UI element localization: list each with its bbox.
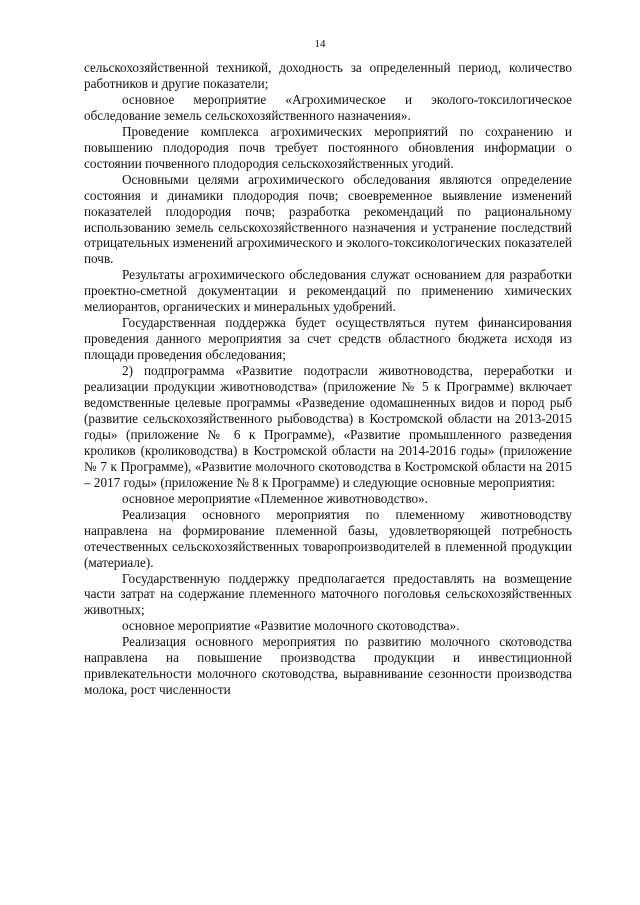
paragraph: Проведение комплекса агрохимических мероприятий по сохранению и повышению плодородия почв требует постоянного обновления информации о состоянии почвенного плодородия сельскохозяйственных угодий. [84, 123, 572, 171]
paragraph: Результаты агрохимического обследования служат основанием для разработки проектно-сметной документации и рекомендаций по применению химических мелиорантов, органических и минеральных удобрений. [84, 267, 572, 315]
paragraph: Реализация основного мероприятия по племенному животноводству направлена на формирование племенной базы, удовлетворяющей потребность отечественных сельскохозяйственных товаропроизводителей в племенной продукции (материале). [84, 506, 572, 570]
paragraph: основное мероприятие «Агрохимическое и эколого-токсилогическое обследование земель сельскохозяйственного назначения». [84, 91, 572, 123]
paragraph: Государственную поддержку предполагается предоставлять на возмещение части затрат на содержание племенного маточного поголовья сельскохозяйственных животных; [84, 570, 572, 618]
paragraph: основное мероприятие «Развитие молочного скотоводства». [122, 618, 460, 634]
paragraph: Государственная поддержка будет осуществляться путем финансирования проведения данного мероприятия за счет средств областного бюджета исходя из площади проведения обследования; [84, 315, 572, 363]
paragraph: 2) подпрограмма «Развитие подотрасли животноводства, переработки и реализации продукции животноводства» (приложение № 5 к Программе) включает ведомственные целевые программы «Разведение одомашненных видов и пород рыб (развитие сельскохозяйственного рыбоводства) в Костромской области на 2013-2015 годы» (приложение № 6 к Программе), «Развитие промышленного разведения кроликов (кролиководства) в Костромской области на 2014-2016 годы» (приложение № 7 к Программе), «Развитие молочного скотоводства в Костромской области на 2015 – 2017 годы» (приложение № 8 к Программе) и следующие основные мероприятия: [84, 363, 572, 490]
paragraph: Основными целями агрохимического обследования являются определение состояния и динамики плодородия почв; своевременное выявление изменений показателей плодородия почв; разработка рекомендаций по рациональному использованию земель сельскохозяйственного назначения и устранение последствий отрицательных изменений агрохимического и эколого-токсикологических показателей почв. [84, 171, 572, 267]
paragraph: основное мероприятие «Племенное животноводство». [122, 490, 428, 506]
paragraph: сельскохозяйственной техникой, доходность за определенный период, количество работников и другие показатели; [84, 60, 572, 91]
paragraph: Реализация основного мероприятия по развитию молочного скотоводства направлена на повышение производства продукции и инвестиционной привлекательности молочного скотоводства, выравнивание сезонности производства молока, рост численности [84, 634, 572, 698]
page-number: 14 [314, 38, 326, 50]
document-body [84, 60, 572, 698]
